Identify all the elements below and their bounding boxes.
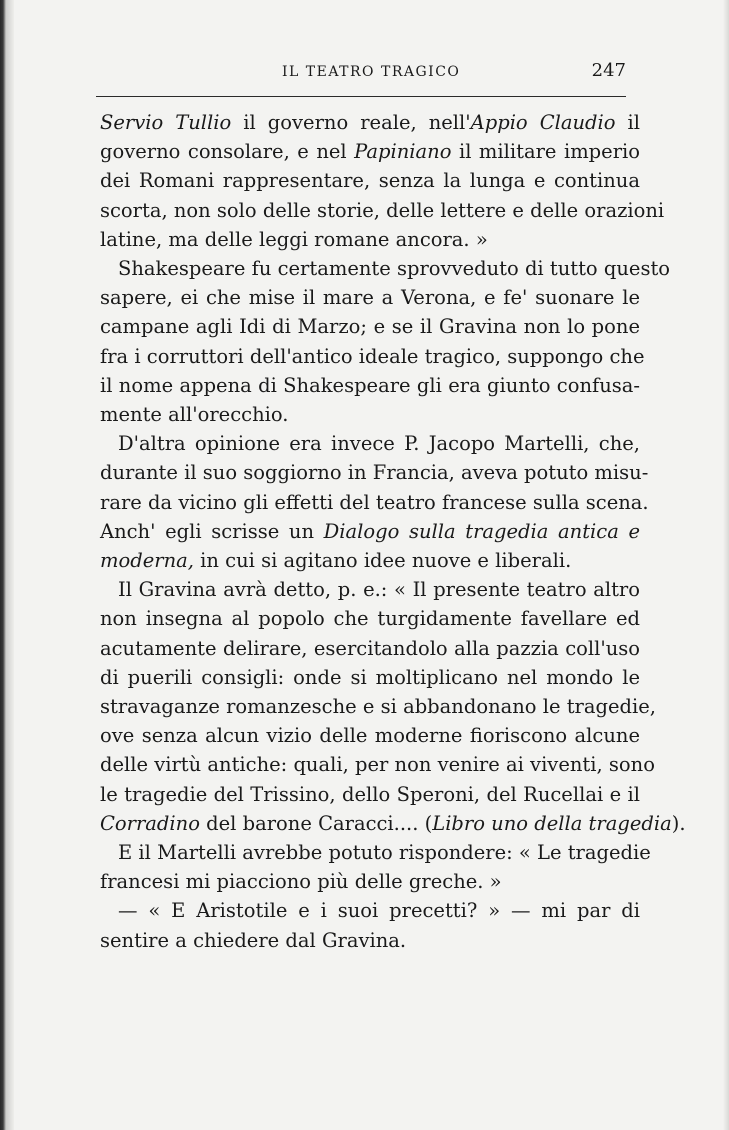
header-rule (96, 96, 626, 97)
text-segment: E il Martelli avrebbe potuto rispondere: « Le tragedie (118, 841, 651, 865)
text-line (100, 400, 640, 429)
italic-text: Appio Claudio (470, 111, 616, 134)
text-segment: il (615, 111, 640, 134)
text-segment: mente all'orecchio. (100, 403, 289, 427)
page-right-edge (723, 0, 729, 1130)
text-segment: campane agli Idi di Marzo; e se il Gravina non lo pone (100, 315, 640, 339)
text-segment: Il Gravina avrà detto, p. e.: « Il presente teatro altro (118, 578, 640, 602)
text-line (100, 196, 665, 225)
text-segment: delle virtù antiche: quali, per non venire ai viventi, sono (100, 753, 655, 777)
text-line (100, 254, 671, 283)
italic-text: Papiniano (354, 140, 452, 164)
page-number: 247 (591, 60, 626, 81)
text-segment: non insegna al popolo che turgidamente favellare ed (100, 607, 640, 631)
text-line (100, 692, 656, 721)
text-segment: ). (671, 811, 686, 835)
text-segment: — « E Aristotile e i suoi precetti? » — mi par di (118, 899, 640, 923)
text-segment: francesi mi piacciono più delle greche. » (100, 870, 502, 894)
text-segment: il governo reale, nell' (231, 111, 471, 134)
text-line (100, 458, 649, 487)
italic-text: Corradino (100, 811, 200, 835)
page-binding-edge (0, 0, 14, 1130)
italic-text: Servio Tullio (100, 111, 232, 134)
text-segment: le tragedie del Trissino, dello Speroni, del Rucellai e il (100, 782, 640, 806)
text-segment: fra i corruttori dell'antico ideale tragico, suppongo che (100, 344, 645, 368)
text-line (100, 429, 640, 458)
text-segment: Shakespeare fu certamente sprovveduto di tutto questo (118, 257, 671, 281)
page-header (96, 60, 626, 90)
text-segment: D'altra opinione era invece P. Jacopo Martelli, che, (118, 432, 640, 456)
text-segment: acutamente delirare, esercitandolo alla pazzia coll'uso (100, 636, 640, 660)
text-segment: il nome appena di Shakespeare gli era giunto confusa- (100, 373, 640, 397)
text-line (100, 721, 640, 750)
italic-text: Dialogo sulla tragedia antica e (323, 519, 640, 543)
text-segment: stravaganze romanzesche e si abbandonano le tragedie, (100, 695, 656, 719)
text-line (100, 896, 640, 925)
body-text (100, 108, 686, 955)
text-line (100, 108, 640, 137)
text-line (100, 750, 655, 779)
text-segment: sentire a chiedere dal Gravina. (100, 928, 407, 952)
text-line (100, 342, 645, 371)
text-line (100, 546, 640, 575)
running-title: IL TEATRO TRAGICO (282, 64, 461, 80)
text-segment: scorta, non solo delle storie, delle lettere e delle orazioni (100, 198, 665, 222)
text-line (100, 166, 640, 195)
text-line (100, 575, 640, 604)
text-segment: Anch' egli scrisse un (100, 519, 324, 543)
text-segment: dei Romani rappresentare, senza la lunga e continua (100, 169, 640, 193)
text-line (100, 780, 640, 809)
text-segment: ove senza alcun vizio delle moderne fioriscono alcune (100, 724, 640, 748)
text-line (100, 926, 640, 955)
text-segment: rare da vicino gli effetti del teatro francese sulla scena. (100, 490, 649, 514)
text-line (100, 283, 640, 312)
text-line (100, 517, 640, 546)
text-line (100, 488, 649, 517)
text-line (100, 838, 651, 867)
text-line (100, 867, 640, 896)
text-line (100, 663, 640, 692)
text-segment: latine, ma delle leggi romane ancora. » (100, 227, 488, 251)
text-line (100, 604, 640, 633)
text-segment: il militare imperio (451, 140, 640, 164)
text-segment: di puerili consigli: onde si moltiplicano nel mondo le (100, 665, 640, 689)
text-segment: in cui si agitano idee nuove e liberali. (193, 549, 572, 573)
italic-text: moderna, (100, 549, 194, 573)
text-segment: sapere, ei che mise il mare a Verona, e fe' suonare le (100, 286, 640, 310)
text-segment: governo consolare, e nel (100, 140, 355, 164)
text-line (100, 371, 640, 400)
italic-text: Libro uno della tragedia (432, 811, 672, 835)
text-line (100, 137, 640, 166)
text-line (100, 809, 686, 838)
text-segment: durante il suo soggiorno in Francia, aveva potuto misu- (100, 461, 649, 485)
text-segment: del barone Caracci.... ( (199, 811, 433, 835)
text-line (100, 225, 640, 254)
text-line (100, 312, 640, 341)
text-line (100, 634, 640, 663)
